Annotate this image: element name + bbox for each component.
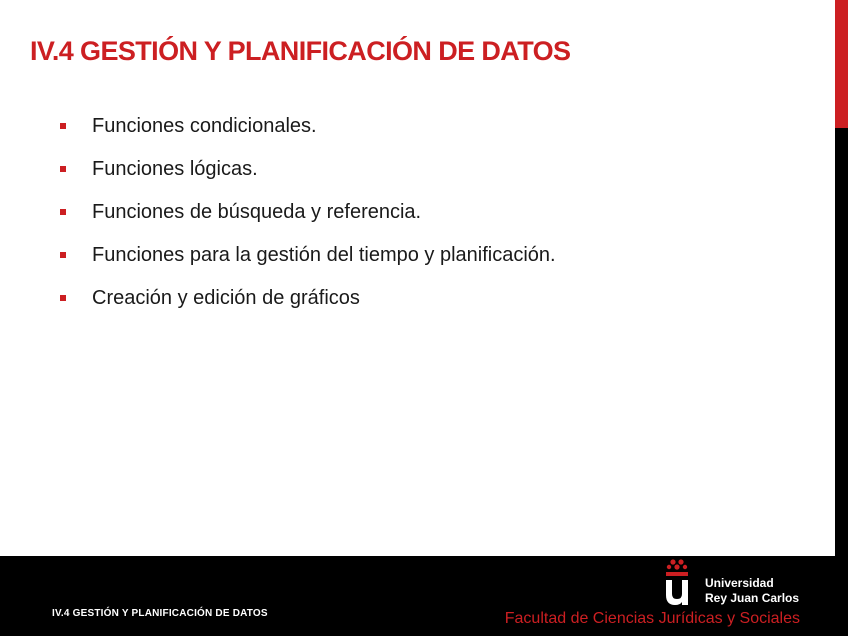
bullet-marker-icon <box>60 209 66 215</box>
right-accent-bar-black <box>835 128 848 636</box>
bullet-item <box>60 114 556 157</box>
logo-line-2: Rey Juan Carlos <box>705 591 800 605</box>
bullet-text: Funciones para la gestión del tiempo y planificación. <box>92 244 556 266</box>
bullet-list <box>60 114 556 329</box>
logo-line-1: Universidad <box>705 576 774 590</box>
bullet-text: Funciones condicionales. <box>92 115 317 137</box>
bullet-marker-icon <box>60 252 66 258</box>
bullet-marker-icon <box>60 123 66 129</box>
bullet-item <box>60 200 556 243</box>
bullet-item <box>60 157 556 200</box>
bullet-item <box>60 286 556 329</box>
footer <box>0 556 835 636</box>
right-accent-bar-red <box>835 0 848 128</box>
university-logo <box>662 558 812 608</box>
bullet-item <box>60 243 556 286</box>
bullet-text: Creación y edición de gráficos <box>92 287 360 309</box>
footer-faculty-name: Facultad de Ciencias Jurídicas y Sociales <box>504 610 800 627</box>
bullet-marker-icon <box>60 166 66 172</box>
university-crest-icon <box>662 558 692 606</box>
slide-title: IV.4 GESTIÓN Y PLANIFICACIÓN DE DATOS <box>30 36 571 66</box>
university-logo-text <box>705 576 799 606</box>
bullet-text: Funciones de búsqueda y referencia. <box>92 201 422 223</box>
bullet-text: Funciones lógicas. <box>92 158 258 180</box>
footer-section-title: IV.4 GESTIÓN Y PLANIFICACIÓN DE DATOS <box>52 608 268 619</box>
bullet-marker-icon <box>60 295 66 301</box>
